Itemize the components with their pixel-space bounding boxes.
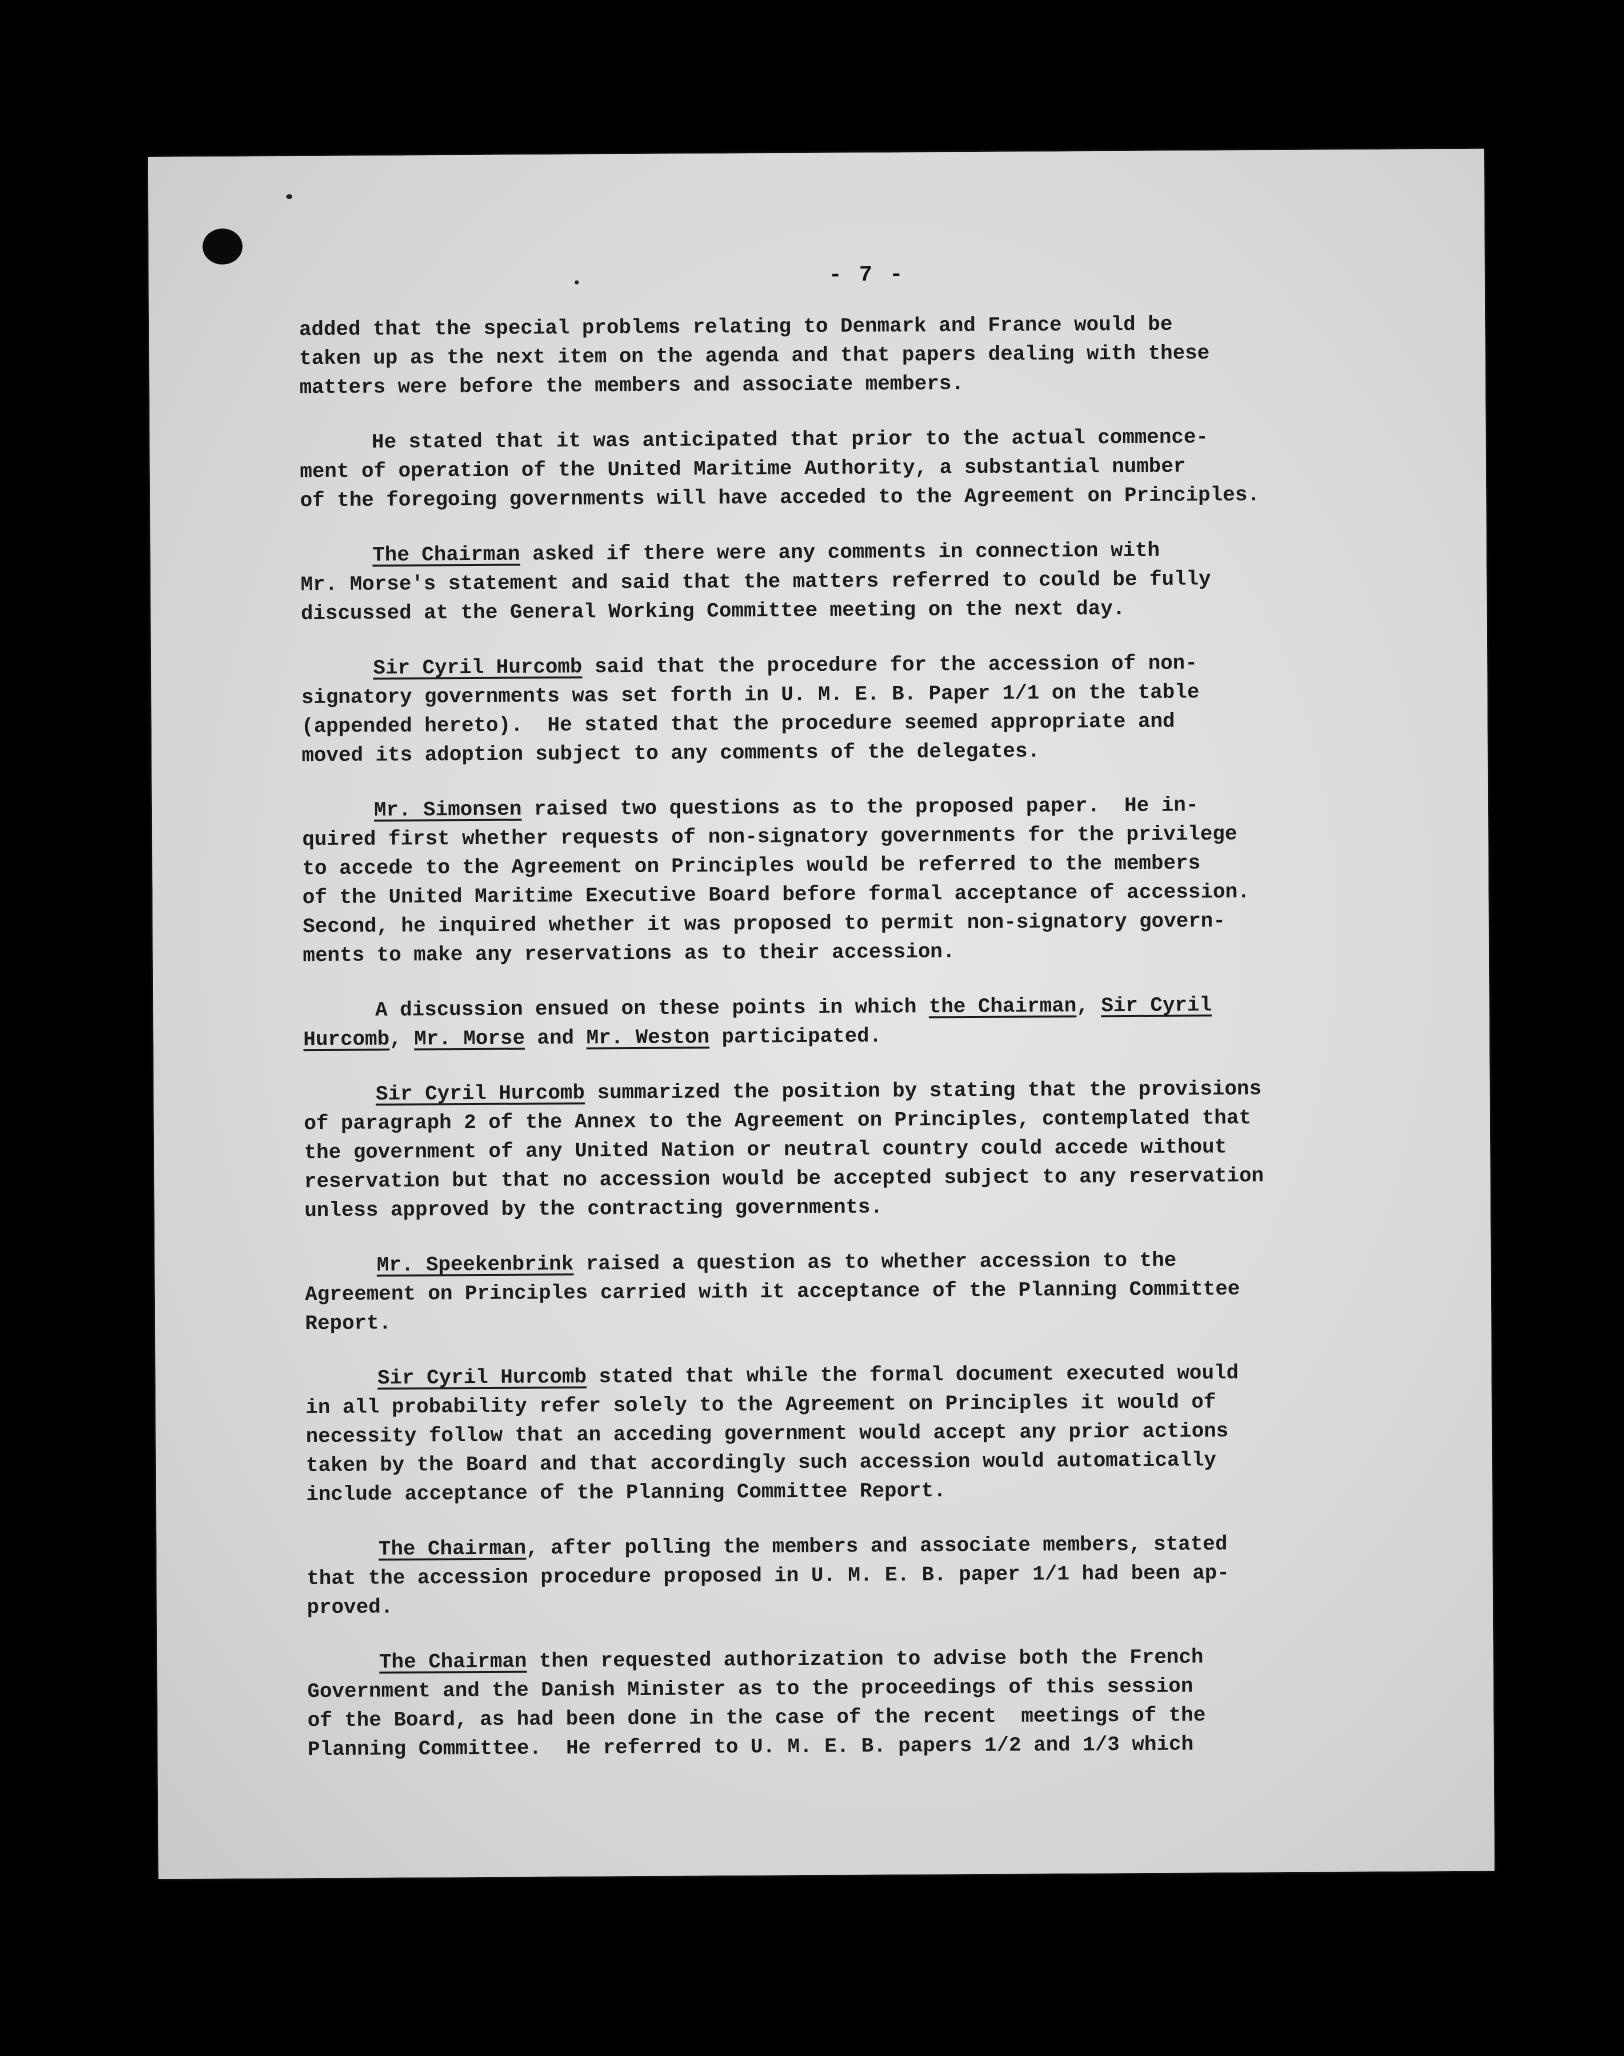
separator-text: and — [524, 1027, 587, 1051]
participant-name: Mr. Weston — [586, 1026, 710, 1051]
paragraph-speekenbrink-question — [305, 1245, 1416, 1339]
text-line: Mr. Morse's statement and said that the matters referred to could be fully — [300, 568, 1212, 598]
participant-name: Hurcomb — [303, 1028, 390, 1053]
text-line: quired first whether requests of non-signatory governments for the privilege — [302, 823, 1238, 853]
paragraph-simonsen-questions — [302, 790, 1413, 971]
separator-text: , — [389, 1028, 415, 1052]
text-line: Report. — [305, 1312, 392, 1337]
text-line: ments to make any reservations as to their accession. — [302, 941, 955, 969]
paragraph-hurcomb-procedure — [301, 648, 1412, 771]
text-line: necessity follow that an acceding government would accept any prior actions — [305, 1420, 1229, 1450]
text-line: A discussion ensued on these points in which — [375, 996, 929, 1023]
text-line: Planning Committee. He referred to U. M. E. B. papers 1/2 and 1/3 which — [307, 1733, 1194, 1763]
text-line: ment of operation of the United Maritime Authority, a substantial number — [299, 455, 1186, 485]
paragraph-chairman-comments — [300, 535, 1411, 629]
participant-name: Sir Cyril — [1100, 994, 1212, 1019]
paragraph-discussion — [303, 990, 1413, 1055]
text-line: include acceptance of the Planning Committee Report. — [306, 1480, 946, 1508]
text-line: in all probability refer solely to the Agreement on Principles it would of — [305, 1391, 1217, 1421]
text-line: the government of any United Nation or neutral country could accede without — [304, 1136, 1227, 1166]
text-line: Second, he inquired whether it was proposed to permit non-signatory govern- — [302, 910, 1226, 940]
text-line: taken by the Board and that accordingly such accession would automatically — [305, 1449, 1217, 1479]
text-line: of the foregoing governments will have acceded to the Agreement on Principles. — [300, 484, 1260, 514]
text-line: raised a question as to whether accession to the — [573, 1249, 1177, 1277]
text-line: Agreement on Principles carried with it acceptance of the Planning Committee — [304, 1278, 1240, 1308]
paragraph-anticipation — [300, 422, 1411, 516]
text-line: of the United Maritime Executive Board before formal acceptance of accession. — [302, 881, 1250, 911]
text-line: Government and the Danish Minister as to the proceedings of this session — [307, 1675, 1194, 1705]
text-line: reservation but that no accession would be accepted subject to any reservation — [304, 1165, 1264, 1195]
text-line: moved its adoption subject to any comments of the delegates. — [301, 740, 1040, 769]
ink-speck — [286, 194, 292, 199]
text-line: to accede to the Agreement on Principles would be referred to the members — [302, 852, 1201, 882]
text-line: raised two questions as to the proposed paper. He in- — [521, 794, 1199, 822]
text-line: of paragraph 2 of the Annex to the Agreement on Principles, contemplated that — [303, 1107, 1252, 1137]
text-line: proved. — [306, 1596, 394, 1621]
text-line: participated. — [709, 1025, 882, 1050]
page-number: - 7 - — [828, 262, 905, 288]
text-line: (appended hereto). He stated that the procedure seemed appropriate and — [301, 710, 1175, 740]
speaker-name: Mr. Simonsen — [373, 798, 522, 823]
speaker-name: The Chairman — [372, 543, 521, 568]
document-page — [148, 149, 1494, 1879]
participant-name: the Chairman — [928, 995, 1077, 1020]
paragraph-continuation — [299, 309, 1410, 403]
text-line: said that the procedure for the accession of non- — [582, 652, 1198, 680]
ink-speck — [575, 280, 579, 284]
text-line: of the Board, as had been done in the case of the recent meetings of the — [307, 1704, 1206, 1734]
speaker-name: Sir Cyril Hurcomb — [373, 656, 583, 681]
speaker-name: The Chairman — [378, 1537, 527, 1562]
punch-hole — [202, 228, 242, 264]
text-line: discussed at the General Working Committee meeting on the next day. — [300, 598, 1126, 627]
text-line: matters were before the members and associate members. — [299, 373, 964, 401]
text-line: signatory governments was set forth in U. M. E. B. Paper 1/1 on the table — [301, 681, 1200, 711]
text-line: asked if there were any comments in connection with — [519, 539, 1160, 567]
text-line: taken up as the next item on the agenda and that papers dealing with these — [299, 342, 1210, 372]
paragraph-chairman-approval — [306, 1529, 1417, 1623]
document-body — [299, 309, 1418, 1791]
paragraph-hurcomb-summary — [304, 1074, 1415, 1226]
text-line: then requested authorization to advise both the French — [526, 1646, 1204, 1674]
text-line: , after polling the members and associate members, stated — [526, 1533, 1228, 1561]
participant-name: Mr. Morse — [414, 1027, 525, 1052]
text-line: stated that while the formal document executed would — [586, 1362, 1239, 1390]
speaker-name: Sir Cyril Hurcomb — [377, 1366, 587, 1391]
separator-text: , — [1076, 995, 1102, 1019]
paragraph-chairman-authorization — [307, 1642, 1418, 1765]
text-line: summarized the position by stating that the provisions — [584, 1078, 1262, 1106]
text-line: He stated that it was anticipated that prior to the actual commence- — [371, 426, 1209, 455]
speaker-name: Mr. Speekenbrink — [376, 1253, 574, 1278]
speaker-name: Sir Cyril Hurcomb — [375, 1082, 585, 1107]
text-line: that the accession procedure proposed in U. M. E. B. paper 1/1 had been ap- — [306, 1562, 1230, 1592]
paragraph-hurcomb-answer — [305, 1358, 1416, 1510]
text-line: added that the special problems relating to Denmark and France would be — [298, 313, 1173, 343]
text-line: unless approved by the contracting governments. — [304, 1196, 883, 1224]
speaker-name: The Chairman — [379, 1650, 527, 1675]
